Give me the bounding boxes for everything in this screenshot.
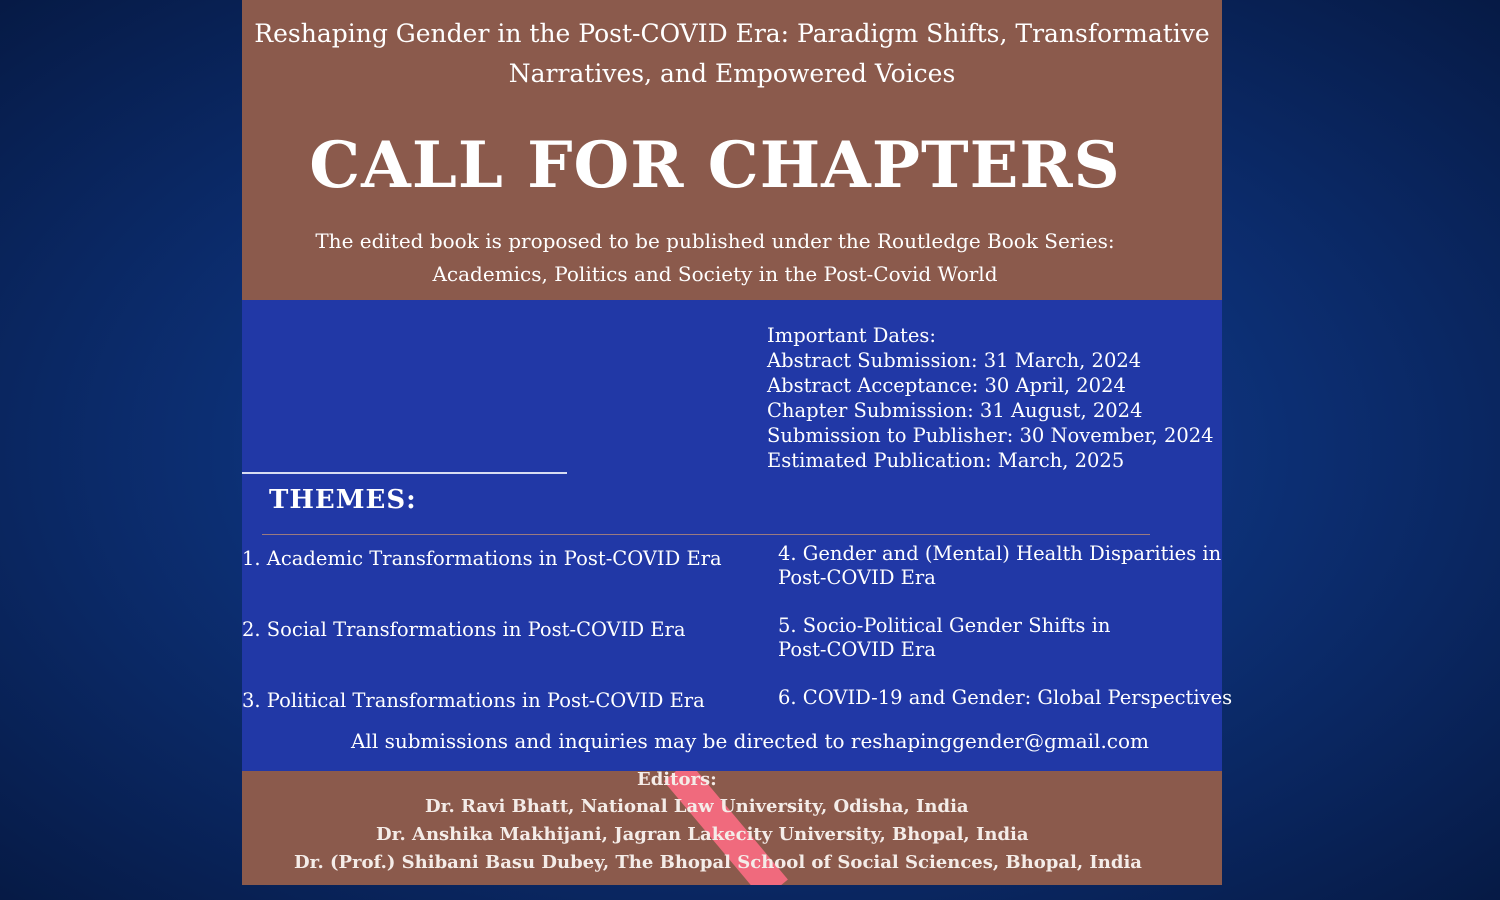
call-for-chapters-poster [242,0,1233,885]
date-item: Abstract Acceptance: 30 April, 2024 [767,374,1126,397]
themes-heading: THEMES: [269,485,417,515]
headline: CALL FOR CHAPTERS [309,128,1121,203]
divider [262,534,1150,535]
theme-item [778,542,1221,590]
theme-item-line: Post-COVID Era [778,638,936,661]
theme-item: 2. Social Transformations in Post-COVID Era [242,618,686,641]
theme-item-line: Post-COVID Era [778,566,936,589]
series-note-line: Academics, Politics and Society in the Post-Covid World [432,262,998,286]
theme-item: 3. Political Transformations in Post-COVID Era [242,689,705,712]
date-item: Submission to Publisher: 30 November, 2024 [767,424,1214,447]
series-note [242,225,1188,291]
important-dates [767,323,1214,473]
date-item: Chapter Submission: 31 August, 2024 [767,399,1143,422]
date-item: Abstract Submission: 31 March, 2024 [767,349,1142,372]
divider [242,472,567,474]
theme-item [778,614,1110,662]
theme-item: 6. COVID-19 and Gender: Global Perspectives [778,686,1233,709]
editors-band [242,771,1222,885]
editor-name: Dr. Anshika Makhijani, Jagran Lakecity University, Bhopal, India [376,824,1029,845]
book-title-line: Narratives, and Empowered Voices [508,59,956,88]
dates-heading: Important Dates: [767,324,937,347]
editor-name: Dr. Ravi Bhatt, National Law University, Odisha, India [425,796,969,817]
date-item: Estimated Publication: March, 2025 [767,449,1125,472]
series-note-line: The edited book is proposed to be published under the Routledge Book Series: [315,229,1115,253]
theme-item: 1. Academic Transformations in Post-COVID Era [242,547,722,570]
book-title-line: Reshaping Gender in the Post-COVID Era: Paradigm Shifts, Transformative [254,19,1210,48]
contact-line: All submissions and inquiries may be directed to reshapinggender@gmail.com [350,729,1150,753]
book-title [242,14,1222,94]
theme-item-line: 5. Socio-Political Gender Shifts in [778,614,1111,637]
theme-item-line: 4. Gender and (Mental) Health Disparities in [778,542,1222,565]
editors-heading: Editors: [637,771,717,790]
editor-name: Dr. (Prof.) Shibani Basu Dubey, The Bhopal School of Social Sciences, Bhopal, India [294,852,1142,873]
header-band [242,0,1222,300]
